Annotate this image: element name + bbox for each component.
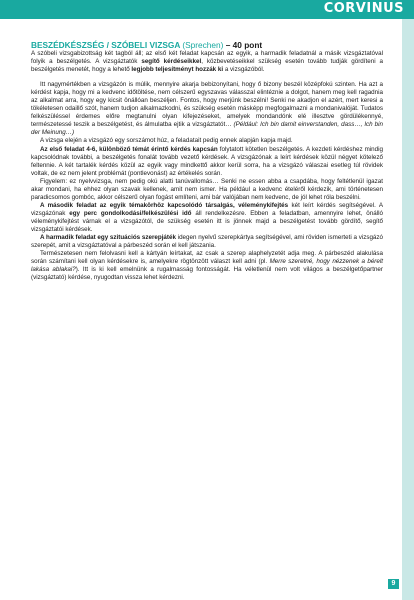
side-stripe bbox=[402, 19, 414, 600]
text-run: idegen nyelvű szerepkártya segítségével, ami röviden ismerteti a vizsgázó szerepét, amit a vizsgáztatóval a párbeszéd során el kell játszania. bbox=[31, 234, 384, 250]
body-text bbox=[31, 50, 383, 282]
text-italic: (Például: Ich bin damit einverstanden, dass…, Ich bin der Meinung…) bbox=[31, 121, 383, 137]
section-points: – 40 pont bbox=[225, 40, 263, 50]
text-italic: Merre szeretné, hogy nézzenek a bérelt lakása ablakai? bbox=[31, 258, 383, 274]
text-bold: legjobb teljesítményt hozzák ki bbox=[131, 66, 224, 74]
text-run: folytatott kötetlen beszélgetés. A kezdeti kérdéshez mindig kapcsolódnak további, a beszélgetés fonalát tovább vezető kérdések. A vizsgázónak a leírt kérdések közül négyet kötelező feltennie. A két tartalék kérdés közül az egyik vagy mindkettő akkor kerül sorra, ha a vizsgázó válaszai esetleg túl rövidek voltak, de ez nem jelent problémát (pontlevonást) az értékelés során. bbox=[31, 145, 383, 177]
text-bold: egy perc gondolkodási/felkészülési idő bbox=[69, 209, 192, 217]
section-title: BESZÉDKÉSZSÉG / SZÓBELI VIZSGA bbox=[31, 40, 181, 50]
paragraph-task-3 bbox=[31, 234, 383, 250]
text-run: Itt nagymértékben a vizsgázón is múlik, mennyire akarja bebizonyítani, hogy ő bizony beszél középfokú szinten. Ha azt a kérdést kapja, hogy mi a kedvenc időtöltése, nem célszerű egyszavas válasszal elintéznie a dolgot, hanem meg kell ragadnia az alkalmat arra, hogy egy kicsit önállóan beszéljen. Fontos, hogy merjünk beszélni! Senki ne akadjon el azért, mert keresi a tökéletesen odaillő szót, hanem tudjon alkalmazkodni, és szükség esetén másképp megfogalmazni a mondanivalóját. Tudatos felkészüléssel érdemes előre megtanulni olyan kifejezéseket, amelyek mondandónk elé illesztve gördülékennyé, természetessé teszik a beszélgetést, és álmulatba ejtik a vizsgáztatót… bbox=[31, 81, 383, 129]
text-bold: A harmadik feladat egy szituációs szerepjáték bbox=[40, 234, 176, 242]
paragraph-number: A vizsga elején a vizsgázó egy sorszámot húz, a feladatait pedig ennek alapján kapja majd. bbox=[40, 137, 293, 145]
text-run: két leírt kérdés segítségével. A vizsgázónak bbox=[31, 201, 383, 217]
page-number: 9 bbox=[388, 579, 399, 589]
text-bold: segítő kérdéseikkel bbox=[141, 58, 202, 66]
paragraph-warning: Figyelem: ez nyelvvizsga, nem pedig okú alatti tanúvallomás… Senki ne essen abba a csapdába, hogy feltétlenül igazat akar mondani, ha ehhez olyan szavak kellenek, amit nem ismer. Ha például a kedvenc ételéről kérdezik, ami történetesen paradicsomos gombóc, akkor célszerű olyan fogást említeni, ami bár valójában nem kedvenc, de jól lehet róla beszélni. bbox=[31, 177, 383, 201]
text-bold: Az első feladat 4-6, különböző témát érintő kérdés kapcsán bbox=[40, 145, 218, 153]
text-run: Természetesen nem felolvasni kell a kártyán leírtakat, az csak a szerep alaphelyzetét adja meg. A párbeszéd alakulása során számítani kell olyan kérdésekre is, amelyekre rögtönzött választ kell adni (pl. bbox=[31, 250, 383, 266]
paragraph-task-1 bbox=[31, 146, 383, 178]
brand-logo: CORVINUS bbox=[323, 1, 404, 16]
text-run: a vizsgázóból. bbox=[223, 66, 265, 74]
text-bold: A második feladat az egyik témakörhöz kapcsolódó társalgás, véleménykifejtés bbox=[40, 201, 289, 209]
text-run: A szóbeli vizsgabizottság két tagból áll; az első két feladat kapcsán az egyik, a harmadik feladatnál a másik vizsgáztatóval folyik a beszélgetés. A vizsgáztatók bbox=[31, 50, 383, 66]
text-run: ). Itt is ki kell emelnünk a rugalmasság fontosságát. Ha véletlenül nem volt világos a beszélgetőpartner (vizsgáztató) kérdése, nyugodtan vissza lehet kérdezni. bbox=[31, 266, 383, 282]
paragraph-task-2 bbox=[31, 202, 383, 234]
top-banner bbox=[0, 0, 414, 19]
paragraph-advice bbox=[31, 81, 383, 137]
paragraph-roleplay bbox=[31, 250, 383, 282]
section-subtitle: (Sprechen) bbox=[182, 40, 224, 50]
paragraph-intro bbox=[31, 50, 383, 74]
text-run: áll rendelkezésre. Ebben a feladatban, amennyire lehet, önálló véleménykifejtést várnak el a vizsgázótól, de szükség esetén itt is jönnek majd a beszélgetést tovább gördítő, segítő vizsgáztatói kérdések. bbox=[31, 209, 383, 233]
text-run: , közbevetéseikkel szükség esetén tovább tudják gördíteni a beszélgetés menetét, hogy a lehető bbox=[31, 58, 384, 74]
section-heading bbox=[31, 40, 383, 50]
